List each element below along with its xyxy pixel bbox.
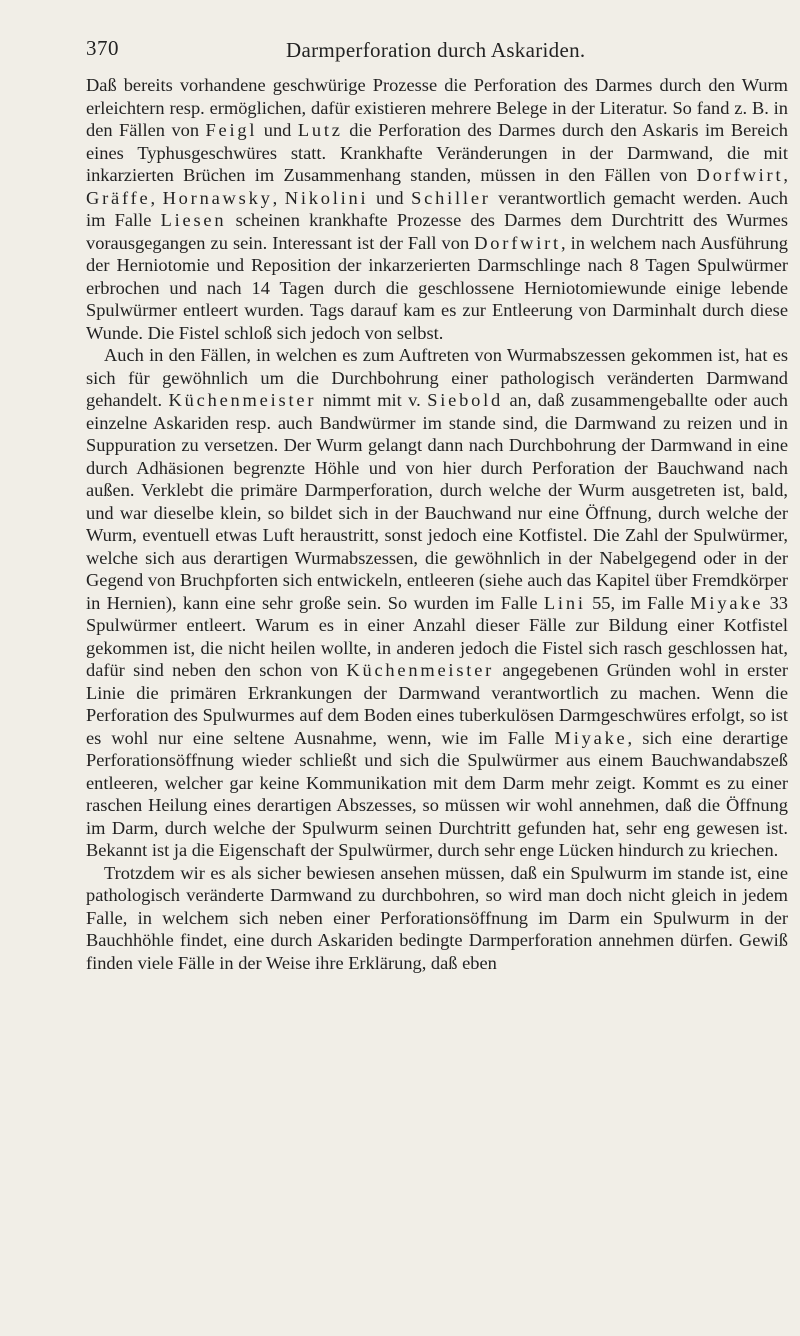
author-name: Miyake xyxy=(690,592,764,613)
paragraph xyxy=(86,74,788,344)
text-run: und xyxy=(257,120,298,140)
author-name: Hornawsky xyxy=(162,187,273,208)
text-run: 55, im Falle xyxy=(585,592,691,613)
running-title: Darmperforation durch Askariden. xyxy=(286,38,586,62)
text-run: 33 Spulwürmer entleert. Warum es in einer Anzahl dieser Fälle zur Bildung einer Kotfistel gekommen ist, die nicht heilen wollte, in anderen jedoch die Fistel sich rasch geschlossen hat, dafür sind neben den schon von xyxy=(86,592,788,680)
text-run: die Perforation des Darmes durch den Askaris im Bereich eines Typhusgeschwüres statt. Krankhafte Veränderungen in der Darmwand, die mit inkarzierten Brüchen im Zusammenhang standen, müssen in den Fällen von xyxy=(86,120,788,185)
author-name: Siebold xyxy=(427,390,504,410)
text-run: , xyxy=(150,187,163,208)
page-header xyxy=(86,28,786,68)
author-name: Miyake xyxy=(554,727,628,748)
page-number: 370 xyxy=(86,36,119,60)
text-run: und xyxy=(368,187,412,208)
paragraph xyxy=(86,344,788,862)
author-name: Lini xyxy=(543,592,586,613)
author-name: Lutz xyxy=(297,120,343,140)
text-run: Trotzdem wir es als sicher bewiesen ansehen müssen, daß ein Spulwurm im stande ist, eine pathologisch veränderte Darmwand zu durchbohren, so wird man doch nicht gleich in jedem Falle, in welchem sich neben einer Perforationsöffnung im Darm ein Spulwurm in der Bauchhöhle findet, eine durch Askariden bedingte Darmperforation annehmen dürfen. Gewiß finden viele Fälle in der Weise ihre Erklärung, daß eben xyxy=(86,862,788,973)
text-run: Daß bereits vorhandene geschwürige Prozesse die Perforation des Darmes durch den Wurm erleichtern resp. ermöglichen, dafür existieren mehrere Belege in der Literatur. So fand z. B. in den Fällen von xyxy=(86,75,788,140)
author-name: Feigl xyxy=(205,120,258,140)
author-name: Liesen xyxy=(160,210,227,230)
author-name: Dorfwirt xyxy=(474,232,561,253)
author-name: Küchenmeister xyxy=(346,660,495,680)
text-run: , xyxy=(272,187,285,208)
text-run: angegebenen Gründen wohl in erster Linie die primären Erkrankungen der Darmwand verantwortlich zu machen. Wenn die Perforation des Spulwurmes auf dem Boden eines tuberkulösen Darmgeschwüres erfolgt, so ist es wohl nur eine seltene Ausnahme, wenn, wie im Falle xyxy=(86,660,788,748)
author-name: Dorfwirt xyxy=(696,165,784,185)
text-run: , sich eine derartige Perforationsöffnung wieder schließt und sich die Spulwürmer aus einem Bauchwandabszeß entleeren, welcher gar keine Kommunikation mit dem Darm mehr zeigt. Kommt es zu einer raschen Heilung eines derartigen Abszesses, so müssen wir wohl annehmen, daß die Öffnung im Darm, durch welche der Spulwurm seinen Durchtritt gefunden hat, sehr eng gewesen ist. Bekannt ist ja die Eigenschaft der Spulwürmer, durch sehr enge Lücken hindurch zu kriechen. xyxy=(86,727,788,860)
author-name: Küchenmeister xyxy=(168,390,317,410)
text-run: nimmt mit v. xyxy=(316,390,428,410)
text-run: verantwortlich gemacht werden. Auch im Falle xyxy=(86,187,788,230)
author-name: Schiller xyxy=(411,187,491,208)
text-run: scheinen krankhafte Prozesse des Darmes dem Durchtritt des Wurmes vorausgegangen zu sein. Interessant ist der Fall von xyxy=(86,210,788,253)
text-run: , xyxy=(783,165,788,185)
author-name: Nikolini xyxy=(284,187,369,208)
body-text xyxy=(86,74,788,974)
text-run: an, daß zusammengeballte oder auch einzelne Askariden resp. auch Bandwürmer im stande sind, die Darmwand zu reizen und in Suppuration zu versetzen. Der Wurm gelangt dann nach Durchbohrung der Darmwand in eine durch Adhäsionen begrenzte Höhle und von hier durch Perforation der Bauchwand nach außen. Verklebt die primäre Darmperforation, durch welche der Wurm ausgetreten ist, bald, und war dieselbe klein, so bildet sich in der Bauchwand nur eine Öffnung, durch welche der Wurm, eventuell etwas Luft heraustritt, sonst jedoch eine Kotfistel. Die Zahl der Spulwürmer, welche sich aus derartigen Wurmabszessen, die gewöhnlich in der Nabelgegend oder in der Gegend von Bruchpforten sich entwickeln, entleeren (siehe auch das Kapitel über Fremdkörper in Hernien), kann eine sehr große sein. So wurden im Falle xyxy=(86,390,789,613)
text-run: Auch in den Fällen, in welchen es zum Auftreten von Wurmabszessen gekommen ist, hat es sich für gewöhnlich um die Durchbohrung einer pathologisch veränderten Darmwand gehandelt. xyxy=(86,345,788,410)
paragraph xyxy=(86,862,788,975)
text-run: , in welchem nach Ausführung der Herniotomie und Reposition der inkarzerierten Darmschlinge nach 8 Tagen Spulwürmer erbrochen und nach 14 Tagen durch die geschlossene Herniotomiewunde einige lebende Spulwürmer entleert wurden. Tags darauf kam es zur Entleerung von Darminhalt durch diese Wunde. Die Fistel schloß sich jedoch von selbst. xyxy=(86,232,788,343)
author-name: Gräffe xyxy=(86,187,151,208)
